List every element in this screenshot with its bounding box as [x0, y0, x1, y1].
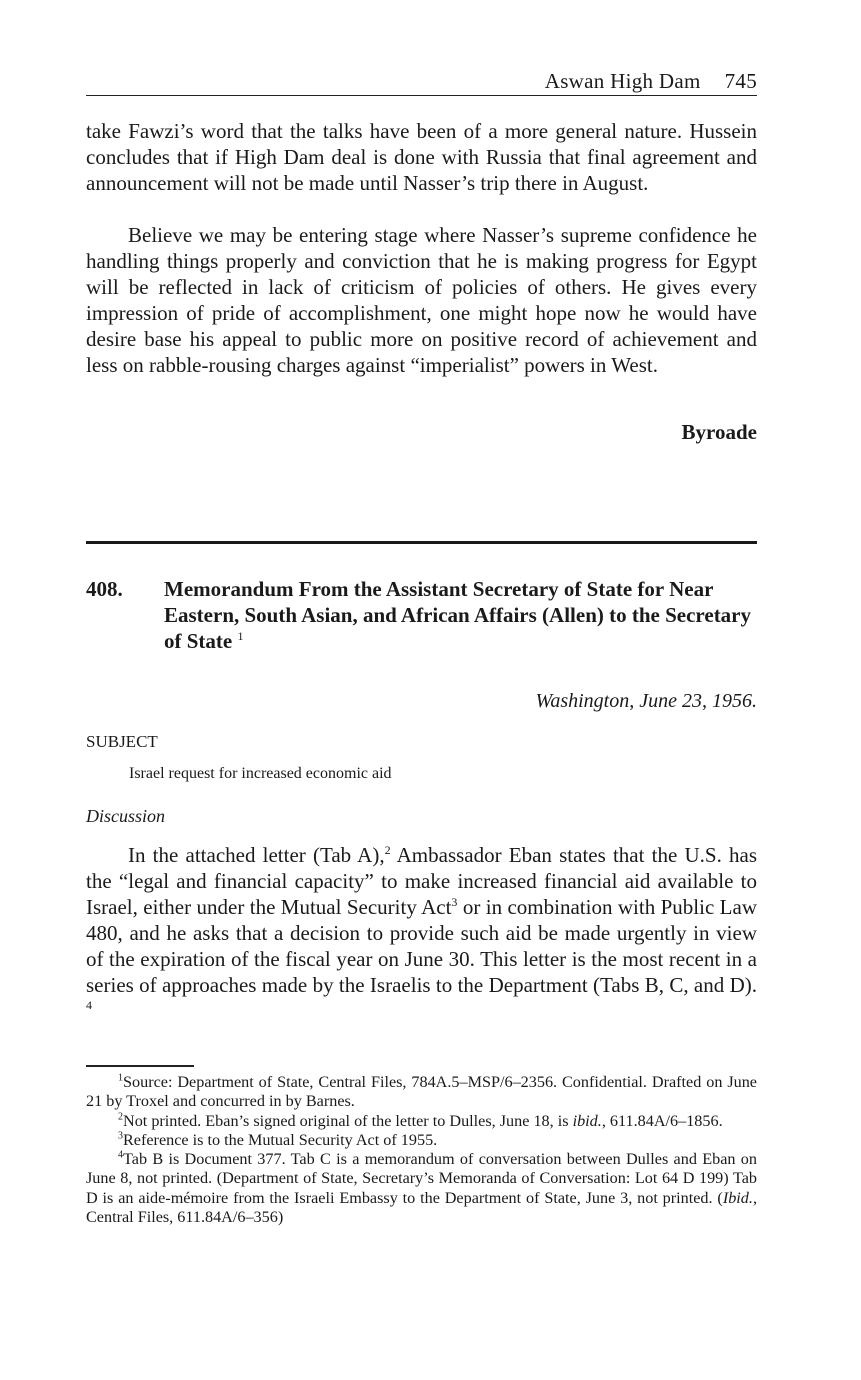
footnote-italic: ibid.	[572, 1111, 602, 1130]
discussion-label: Discussion	[86, 806, 166, 826]
footnote	[86, 1150, 757, 1227]
footnote	[86, 1073, 757, 1112]
footnotes	[86, 1073, 757, 1227]
footnote-number: 3	[118, 1130, 123, 1142]
subject-text: Israel request for increased economic aid	[129, 765, 392, 782]
footnote-number: 2	[118, 1111, 123, 1123]
footnote-text: Not printed. Eban’s signed original of the letter to Dulles, June 18, is	[123, 1111, 573, 1130]
footnote	[86, 1112, 757, 1131]
footnote-text: , Central Files, 611.84A/6–356)	[86, 1188, 757, 1227]
document-number: 408.	[86, 577, 123, 601]
footnote-number: 4	[118, 1149, 123, 1161]
continued-paragraph: take Fawzi’s word that the talks have been of a more general nature. Hussein concludes that if High Dam deal is done with Russia that final agreement and announcement will not be made until Nasser’s trip there in August.	[86, 119, 757, 195]
discussion-paragraph	[86, 843, 757, 1024]
footnote-ref-1: 1	[237, 629, 244, 643]
dateline: Washington, June 23, 1956.	[535, 690, 757, 712]
signature: Byroade	[681, 420, 757, 444]
page-number: 745	[724, 69, 757, 93]
running-title: Aswan High Dam	[544, 69, 701, 93]
running-header	[86, 68, 757, 96]
footnote-number: 1	[118, 1072, 123, 1084]
section-divider	[86, 541, 757, 544]
footnote-text: Reference is to the Mutual Security Act of 1955.	[123, 1130, 438, 1149]
document-title	[164, 576, 757, 654]
footnote-divider	[86, 1065, 194, 1067]
footnote-italic: Ibid.	[722, 1188, 753, 1207]
body-segment: In the attached letter (Tab A),	[128, 843, 385, 867]
body-segment: or in combination with Public Law 480, and he asks that a decision to provide such aid be made urgently in view of the expiration of the fiscal year on June 30. This letter is the most recent in a series of approaches made by the Israelis to the Department (Tabs B, C, and D).	[86, 894, 757, 997]
closing-paragraph: Believe we may be entering stage where Nasser’s supreme confidence he handling things properly and conviction that he is making progress for Egypt will be reflected in lack of criticism of policies of others. He gives every impression of pride of accomplishment, one might hope now he would have desire base his appeal to public more on positive record of achievement and less on rabble-rousing charges against “imperialist” powers in West.	[86, 223, 757, 377]
footnote-ref-2: 2	[384, 843, 391, 857]
footnote	[86, 1131, 757, 1150]
footnote-ref-3: 3	[451, 894, 458, 909]
footnote-text: Tab B is Document 377. Tab C is a memorandum of conversation between Dulles and Eban on June 8, not printed. (Department of State, Secretary’s Memoranda of Conversation: Lot 64 D 199) Tab D is an aide-mémoire from the Israeli Embassy to the Department of State, June 3, not printed. (	[86, 1150, 757, 1207]
footnote-ref-4: 4	[86, 998, 92, 1013]
footnote-text: Source: Department of State, Central Files, 784A.5–MSP/6–2356. Confidential. Drafted on June 21 by Troxel and concurred in by Barnes.	[86, 1073, 757, 1111]
document-title-text: Memorandum From the Assistant Secretary of State for Near Eastern, South Asian, and African Affairs (Allen) to the Secretary of State	[164, 577, 752, 653]
body-segment: Ambassador Eban states that the U.S. has the “legal and financial capacity” to make increased financial aid available to Israel, either under the Mutual Security Act	[86, 843, 757, 919]
footnote-text: , 611.84A/6–1856.	[601, 1111, 723, 1130]
subject-label: SUBJECT	[86, 732, 158, 751]
